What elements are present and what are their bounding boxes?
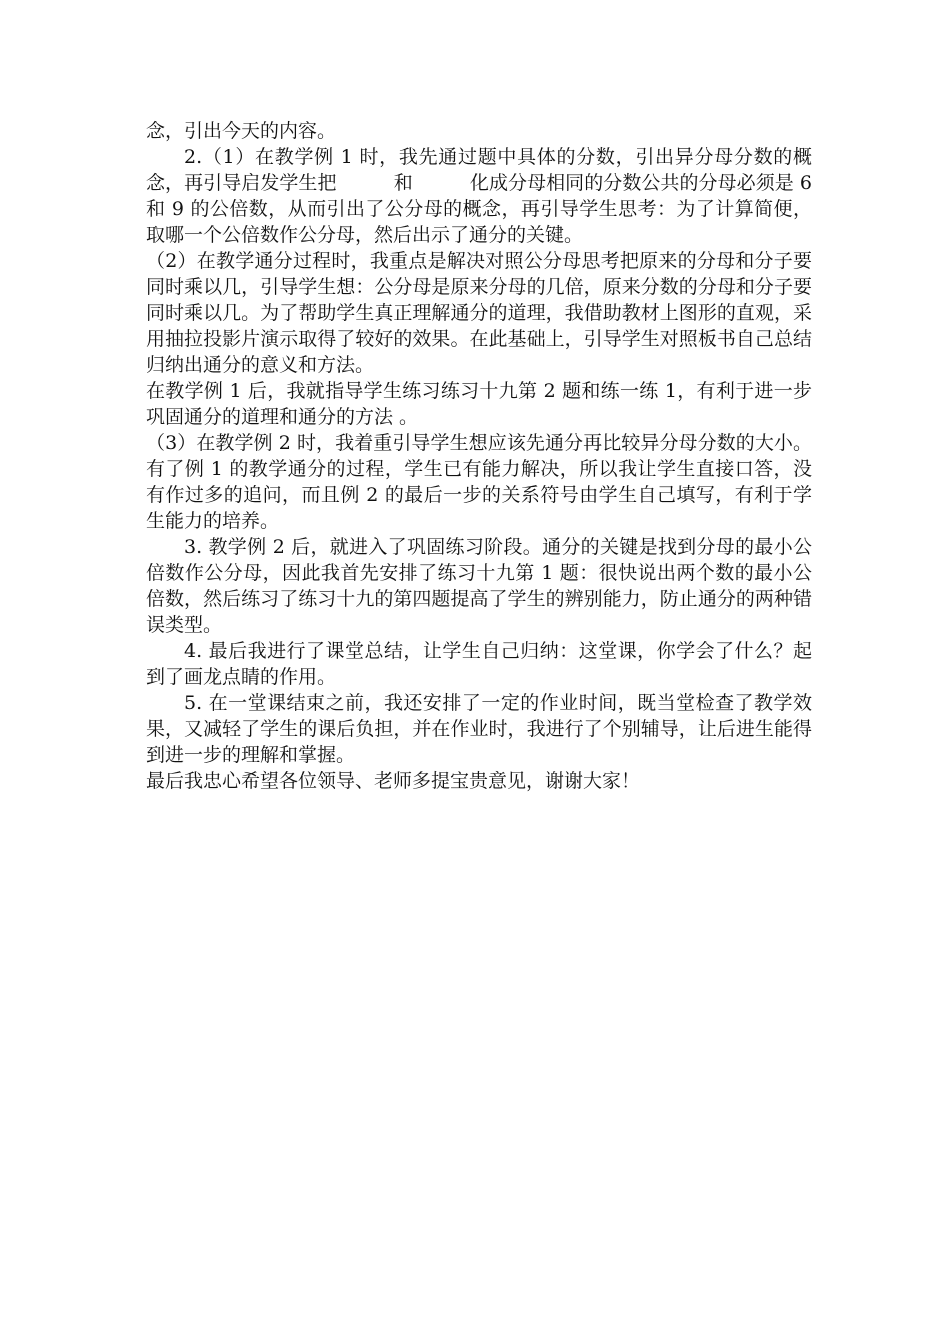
paragraph-example-1-practice: 在教学例 1 后，我就指导学生练习练习十九第 2 题和练一练 1，有利于进一步巩固通分的道理和通分的方法 。 (146, 380, 812, 428)
paragraph-item-2-part-3: （3）在教学例 2 时，我着重引导学生想应该先通分再比较异分母分数的大小。有了例 1 的教学通分的过程，学生已有能力解决，所以我让学生直接口答，没有作过多的追问，而且例 2 的最后一步的关系符号由学生自己填写，有利于学生能力的培养。 (146, 432, 812, 532)
paragraph-item-2-part-2: （2）在教学通分过程时，我重点是解决对照公分母思考把原来的分母和分子要同时乘以几，引导学生想：公分母是原来分母的几倍，原来分数的分母和分子要同时乘以几。为了帮助学生真正理解通分的道理，我借助教材上图形的直观，采用抽拉投影片演示取得了较好的效果。在此基础上，引导学生对照板书自己总结归纳出通分的意义和方法。 (146, 250, 812, 376)
document-body (146, 118, 812, 794)
paragraph-item-3: 3. 教学例 2 后，就进入了巩固练习阶段。通分的关键是找到分母的最小公倍数作公分母，因此我首先安排了练习十九第 1 题：很快说出两个数的最小公倍数，然后练习了练习十九的第四题提高了学生的辨别能力，防止通分的两种错误类型。 (146, 536, 812, 636)
paragraph-item-4: 4. 最后我进行了课堂总结，让学生自己归纳：这堂课，你学会了什么？起到了画龙点睛的作用。 (146, 640, 812, 688)
paragraph-closing: 最后我忠心希望各位领导、老师多提宝贵意见，谢谢大家！ (146, 770, 641, 792)
paragraph-intro-continuation: 念，引出今天的内容。 (146, 120, 337, 142)
paragraph-item-2-part-1: 2.（1）在教学例 1 时，我先通过题中具体的分数，引出异分母分数的概念，再引导启发学生把 和 化成分母相同的分数公共的分母必须是 6 和 9 的公倍数，从而引出了公分母的概念，再引导学生思考：为了计算简便，取哪一个公倍数作公分母，然后出示了通分的关键。 (146, 146, 812, 246)
paragraph-item-5: 5. 在一堂课结束之前，我还安排了一定的作业时间，既当堂检查了教学效果，又减轻了学生的课后负担，并在作业时，我进行了个别辅导，让后进生能得到进一步的理解和掌握。 (146, 692, 812, 766)
